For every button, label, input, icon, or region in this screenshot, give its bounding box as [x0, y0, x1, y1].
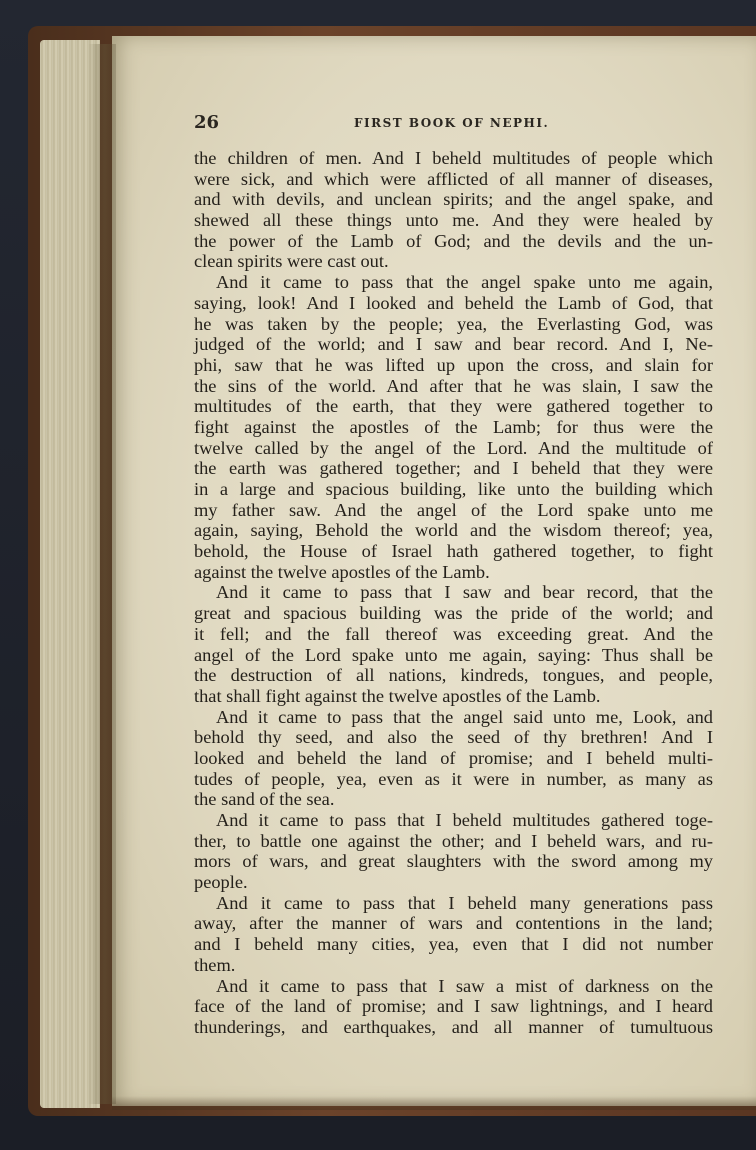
gutter-shadow: [88, 44, 116, 1104]
paragraph: [194, 148, 713, 272]
text-line: mors of wars, and great slaughters with the sword among my: [194, 851, 713, 872]
text-line: And it came to pass that I saw a mist of darkness on the: [216, 975, 713, 996]
bottom-shadow: [112, 1096, 756, 1110]
text-line: the sins of the world. And after that he was slain, I saw the: [194, 375, 713, 396]
text-line: saying, look! And I looked and beheld the Lamb of God, that: [194, 292, 713, 313]
text-line: tudes of people, yea, even as it were in number, as many as: [194, 768, 713, 789]
text-line: the earth was gathered together; and I beheld that they were: [194, 458, 713, 479]
text-line: again, saying, Behold the world and the wisdom thereof; yea,: [194, 520, 713, 541]
text-line: ther, to battle one against the other; and I beheld wars, and ru-: [194, 830, 713, 851]
text-line: it fell; and the fall thereof was exceeding great. And the: [194, 623, 713, 644]
text-line: judged of the world; and I saw and bear record. And I, Ne-: [194, 334, 713, 355]
text-line: against the twelve apostles of the Lamb.: [194, 561, 490, 582]
paragraph: [194, 272, 713, 582]
page-header: [194, 112, 754, 138]
text-line: and with devils, and unclean spirits; and the angel spake, and: [194, 189, 713, 210]
text-line: And it came to pass that I beheld many generations pass: [216, 892, 713, 913]
text-line: he was taken by the people; yea, the Everlasting God, was: [194, 313, 713, 334]
text-line: multitudes of the earth, that they were gathered together to: [194, 396, 713, 417]
text-line: And it came to pass that the angel said unto me, Look, and: [216, 706, 713, 727]
text-line: were sick, and which were afflicted of all manner of diseases,: [194, 168, 713, 189]
text-line: twelve called by the angel of the Lord. And the multitude of: [194, 437, 713, 458]
text-line: the sand of the sea.: [194, 789, 335, 810]
text-line: behold thy seed, and also the seed of thy brethren! And I: [194, 727, 713, 748]
text-line: shewed all these things unto me. And they were healed by: [194, 210, 713, 231]
text-line: the destruction of all nations, kindreds, tongues, and people,: [194, 665, 713, 686]
text-line: face of the land of promise; and I saw lightnings, and I heard: [194, 996, 713, 1017]
body-text: [194, 148, 713, 1038]
text-line: my father saw. And the angel of the Lord spake unto me: [194, 499, 713, 520]
text-line: away, after the manner of wars and contentions in the land;: [194, 913, 713, 934]
text-line: and I beheld many cities, yea, even that I did not number: [194, 934, 713, 955]
text-line: people.: [194, 872, 248, 893]
paragraph: [194, 893, 713, 976]
text-line: clean spirits were cast out.: [194, 251, 389, 272]
paragraph: [194, 582, 713, 706]
text-line: thunderings, and earthquakes, and all manner of tumultuous: [194, 1016, 713, 1037]
text-line: the children of men. And I beheld multitudes of people which: [194, 148, 713, 168]
book-page: [112, 36, 756, 1106]
text-line: great and spacious building was the pride of the world; and: [194, 603, 713, 624]
text-line: phi, saw that he was lifted up upon the cross, and slain for: [194, 354, 713, 375]
text-line: them.: [194, 954, 236, 975]
text-line: the power of the Lamb of God; and the devils and the un-: [194, 230, 713, 251]
paragraph: [194, 707, 713, 810]
running-head: FIRST BOOK OF NEPHI.: [354, 116, 550, 130]
text-line: And it came to pass that the angel spake unto me again,: [216, 272, 713, 293]
text-line: angel of the Lord spake unto me again, saying: Thus shall be: [194, 644, 713, 665]
paragraph: [194, 976, 713, 1038]
text-line: in a large and spacious building, like unto the building which: [194, 479, 713, 499]
text-line: And it came to pass that I saw and bear record, that the: [216, 582, 713, 603]
text-line: fight against the apostles of the Lamb; for thus were the: [194, 416, 713, 437]
text-line: that shall fight against the twelve apostles of the Lamb.: [194, 685, 601, 706]
text-line: And it came to pass that I beheld multitudes gathered toge-: [216, 810, 713, 830]
paragraph: [194, 810, 713, 893]
text-line: looked and beheld the land of promise; and I beheld multi-: [194, 747, 713, 768]
page-number: 26: [194, 112, 220, 133]
text-line: behold, the House of Israel hath gathered together, to fight: [194, 541, 713, 562]
